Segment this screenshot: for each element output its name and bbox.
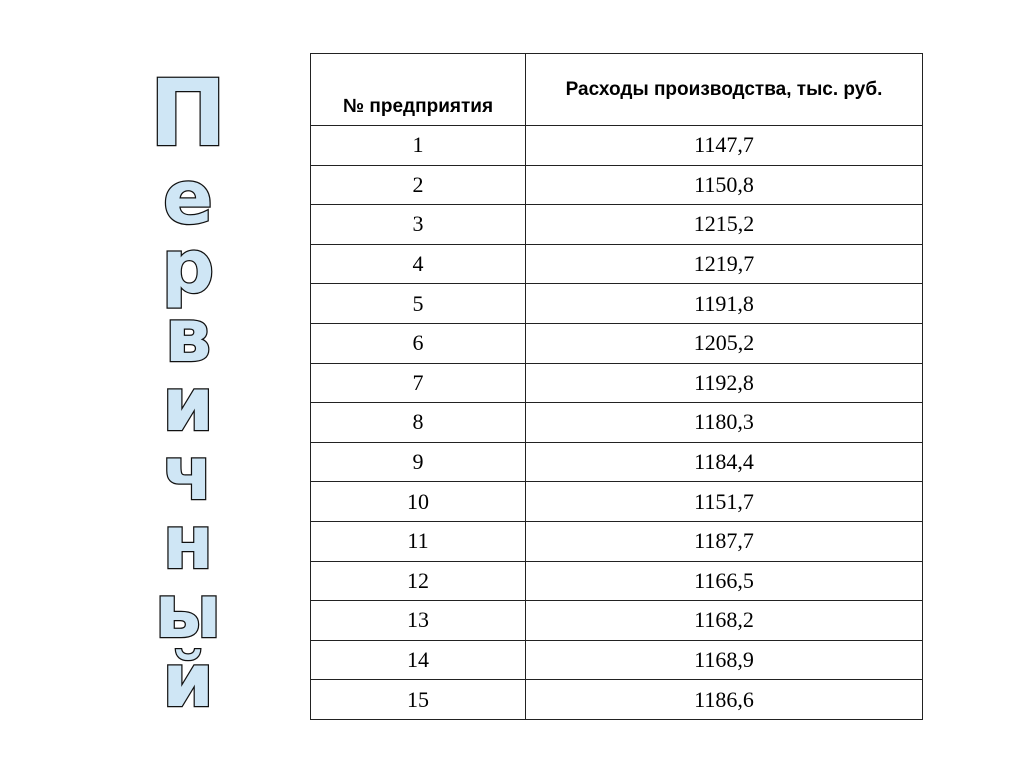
table-body <box>311 126 923 720</box>
cell-enterprise-number: 7 <box>311 363 526 403</box>
cell-enterprise-number: 9 <box>311 442 526 482</box>
cell-production-cost: 1168,9 <box>526 640 923 680</box>
cell-production-cost: 1180,3 <box>526 403 923 443</box>
title-letter: и <box>162 362 214 448</box>
cell-enterprise-number: 14 <box>311 640 526 680</box>
cell-production-cost: 1166,5 <box>526 561 923 601</box>
table-row <box>311 680 923 720</box>
title-letter: е <box>162 155 214 241</box>
cell-enterprise-number: 12 <box>311 561 526 601</box>
title-letter: ч <box>162 431 214 517</box>
cell-production-cost: 1187,7 <box>526 521 923 561</box>
table-row <box>311 323 923 363</box>
cell-enterprise-number: 2 <box>311 165 526 205</box>
header-production-costs: Расходы производства, тыс. руб. <box>526 54 923 126</box>
table-row <box>311 640 923 680</box>
table-row <box>311 126 923 166</box>
cell-enterprise-number: 8 <box>311 403 526 443</box>
table-row <box>311 521 923 561</box>
cell-enterprise-number: 4 <box>311 244 526 284</box>
cell-production-cost: 1150,8 <box>526 165 923 205</box>
cell-enterprise-number: 10 <box>311 482 526 522</box>
cell-enterprise-number: 1 <box>311 126 526 166</box>
title-letter: р <box>161 224 215 310</box>
cell-production-cost: 1151,7 <box>526 482 923 522</box>
table-row <box>311 442 923 482</box>
cell-enterprise-number: 6 <box>311 323 526 363</box>
cell-enterprise-number: 3 <box>311 205 526 245</box>
table-row <box>311 601 923 641</box>
cell-production-cost: 1192,8 <box>526 363 923 403</box>
table-row <box>311 205 923 245</box>
table-row <box>311 403 923 443</box>
header-enterprise-number: № предприятия <box>311 54 526 126</box>
table-row <box>311 561 923 601</box>
title-letter: ы <box>154 569 222 655</box>
title-letter: в <box>164 293 212 379</box>
table-row <box>311 284 923 324</box>
expenses-table <box>310 53 923 720</box>
title-letter: й <box>162 638 214 724</box>
table-row <box>311 363 923 403</box>
cell-production-cost: 1191,8 <box>526 284 923 324</box>
cell-production-cost: 1205,2 <box>526 323 923 363</box>
vertical-title <box>148 60 228 724</box>
cell-enterprise-number: 11 <box>311 521 526 561</box>
cell-production-cost: 1219,7 <box>526 244 923 284</box>
cell-production-cost: 1215,2 <box>526 205 923 245</box>
title-letter: П <box>149 60 227 167</box>
table-row <box>311 482 923 522</box>
cell-enterprise-number: 13 <box>311 601 526 641</box>
cell-production-cost: 1168,2 <box>526 601 923 641</box>
table-header-row <box>311 54 923 126</box>
table-row <box>311 165 923 205</box>
cell-production-cost: 1184,4 <box>526 442 923 482</box>
cell-production-cost: 1147,7 <box>526 126 923 166</box>
cell-enterprise-number: 5 <box>311 284 526 324</box>
cell-production-cost: 1186,6 <box>526 680 923 720</box>
cell-enterprise-number: 15 <box>311 680 526 720</box>
table-row <box>311 244 923 284</box>
title-letter: н <box>162 500 214 586</box>
